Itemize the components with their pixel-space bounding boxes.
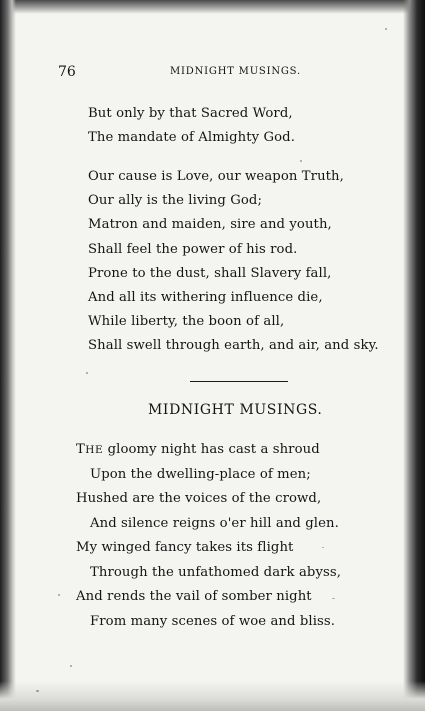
verse-line: Hushed are the voices of the crowd,	[76, 491, 322, 506]
verse-line: But only by that Sacred Word,	[88, 106, 293, 121]
poem-stanza	[76, 438, 341, 634]
stanza-two	[88, 165, 379, 359]
verse-line: Matron and maiden, sire and youth,	[88, 217, 332, 233]
running-header	[58, 64, 358, 82]
stanza-one	[88, 102, 295, 150]
opening-capital: T	[76, 442, 86, 457]
verse-line-first	[76, 438, 341, 463]
section-divider	[190, 381, 288, 382]
poem-title: MIDNIGHT MUSINGS.	[148, 402, 323, 418]
verse-line: Shall swell through earth, and air, and sky.	[88, 338, 379, 354]
verse-line: While liberty, the boon of all,	[88, 314, 285, 330]
verse-line: Our ally is the living God;	[88, 193, 262, 209]
opening-small-caps: HE	[85, 444, 104, 456]
verse-line: Shall feel the power of his rod.	[88, 241, 298, 257]
verse-line: Upon the dwelling-place of men;	[90, 466, 311, 482]
running-title: MIDNIGHT MUSINGS.	[170, 66, 301, 77]
verse-line: Our cause is Love, our weapon Truth,	[88, 169, 344, 184]
verse-line: Prone to the dust, shall Slavery fall,	[88, 265, 332, 281]
verse-line: My winged fancy takes its flight	[76, 540, 294, 555]
verse-line: Through the unfathomed dark abyss,	[90, 564, 342, 580]
verse-line: The mandate of Almighty God.	[88, 130, 296, 146]
page-number: 76	[58, 64, 76, 80]
first-line-rest: gloomy night has cast a shroud	[103, 442, 320, 457]
verse-line: From many scenes of woe and bliss.	[90, 613, 336, 629]
verse-line: And rends the vail of somber night	[76, 589, 312, 604]
verse-line: And all its withering influence die,	[88, 290, 323, 306]
verse-line: And silence reigns o'er hill and glen.	[90, 515, 339, 531]
